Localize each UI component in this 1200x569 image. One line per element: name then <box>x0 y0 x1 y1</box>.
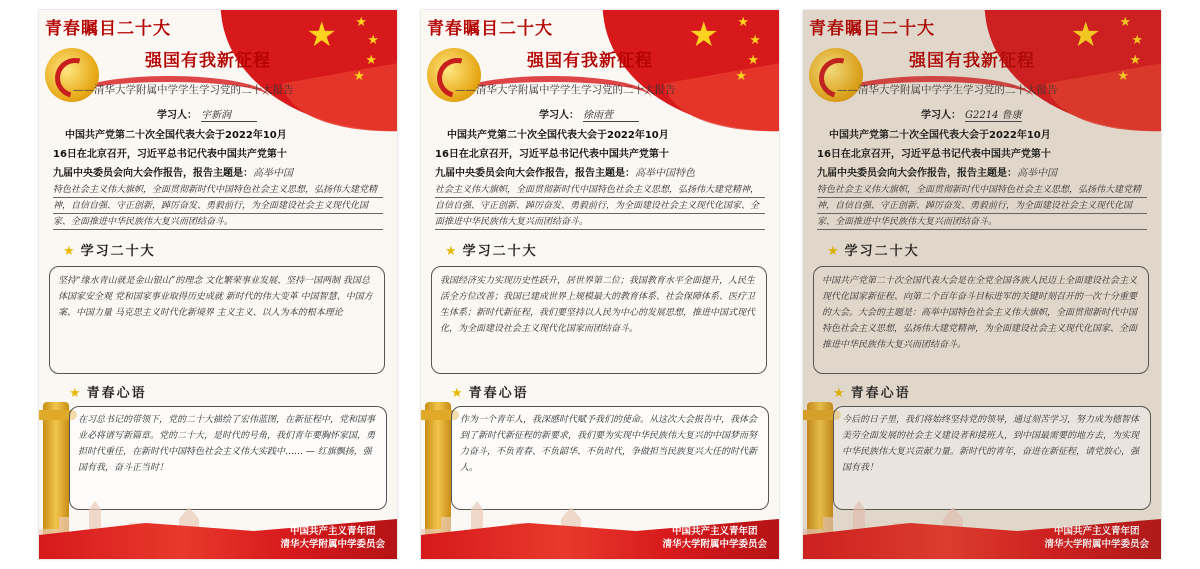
youth-notes-box: 在习总书记的带领下，党的二十大描绘了宏伟蓝图，在新征程中，党和国事业必将谱写新篇章。党的二十大，是时代的号角，我们青年要胸怀家国，勇担时代重任，在新时代中国特色社会主义伟大实践中…… — 红旗飘扬，强国有我，奋斗正当时！ <box>69 406 387 510</box>
star-icon: ★ <box>353 69 365 84</box>
youth-notes-box: 今后的日子里，我们将始终坚持党的领导，通过刻苦学习，努力成为德智体美劳全面发展的社会主义建设者和接班人，到中国最需要的地方去，为实现中华民族伟大复兴贡献力量。新时代的青年，奋进在新征程，请党放心，强国有我！ <box>833 406 1151 510</box>
poster-sheet <box>39 10 397 559</box>
study-heading: ★ 学习二十大 <box>827 244 920 259</box>
star-icon: ★ <box>451 386 465 401</box>
star-icon: ★ <box>735 69 747 84</box>
poster-title-line1: 青春瞩目二十大 <box>45 19 171 39</box>
star-icon: ★ <box>1131 33 1143 48</box>
report-theme-handwriting: 社会主义伟大旗帜，全面贯彻新时代中国特色社会主义思想，弘扬伟大建党精神，自信自强、守正创新、踔厉奋发、勇毅前行，为全面建设社会主义现代化国家、全面推进中华民族伟大复兴而团结奋斗。 <box>435 182 765 230</box>
intro-line: 九届中央委员会向大会作报告，报告主题是： <box>435 168 635 179</box>
star-icon: ★ <box>1129 53 1141 68</box>
star-icon: ★ <box>1119 15 1131 30</box>
poster-title-line2: 强国有我新征程 <box>527 51 653 71</box>
theme-handwriting: 高举中国 <box>253 168 293 179</box>
star-icon: ★ <box>827 244 841 259</box>
learner-label: 学习人： <box>157 110 197 121</box>
intro-line: 九届中央委员会向大会作报告，报告主题是： <box>53 168 253 179</box>
poster-sheet <box>803 10 1161 559</box>
star-icon: ★ <box>355 15 367 30</box>
star-icon: ★ <box>69 386 83 401</box>
star-icon: ★ <box>365 53 377 68</box>
learner-row <box>921 106 1022 122</box>
organization-footer: 中国共产主义青年团 清华大学附属中学委员会 <box>280 526 385 550</box>
study-heading: ★ 学习二十大 <box>445 244 538 259</box>
study-notes-box: 坚持“缘水青山就是金山银山”的理念 文化繁荣事业发展、坚持一国两制 我国总体国家安全观 党和国家事业取得历史成就 新时代的伟大变革 中国智慧、中国方案、中国力量 马克思主义时代化新境界 主义主义、以人为本的根本理论 <box>49 266 385 374</box>
learner-name: 徐雨萱 <box>583 106 639 122</box>
star-icon: ★ <box>1117 69 1129 84</box>
study-heading: ★ 学习二十大 <box>63 244 156 259</box>
star-icon: ★ <box>306 15 337 55</box>
learner-row <box>539 106 639 122</box>
star-icon: ★ <box>749 33 761 48</box>
poster-title-line1: 青春瞩目二十大 <box>427 19 553 39</box>
intro-line: 中国共产党第二十次全国代表大会于2022年10月 <box>829 130 1051 141</box>
learner-row <box>157 106 257 122</box>
intro-line: 中国共产党第二十次全国代表大会于2022年10月 <box>65 130 287 141</box>
poster-subtitle: ——清华大学附属中学学生学习党的二十大报告 <box>73 84 294 96</box>
intro-line: 16日在北京召开，习近平总书记代表中国共产党第十 <box>435 149 669 160</box>
star-icon: ★ <box>367 33 379 48</box>
learner-name: G2214 鲁康 <box>965 106 1022 122</box>
intro-text <box>435 126 765 183</box>
study-notes-box: 中国共产党第二十次全国代表大会是在全党全国各族人民迈上全面建设社会主义现代化国家新征程、向第二个百年奋斗目标进军的关键时刻召开的一次十分重要的大会。大会的主题是：高举中国特色社会主义伟大旗帜，全面贯彻新时代中国特色社会主义思想，弘扬伟大建党精神，为全面建设社会主义现代化国家、全面推进中华民族伟大复兴而团结奋斗。 <box>813 266 1149 374</box>
poster-title-line2: 强国有我新征程 <box>909 51 1035 71</box>
learner-label: 学习人： <box>921 110 961 121</box>
intro-line: 16日在北京召开，习近平总书记代表中国共产党第十 <box>53 149 287 160</box>
star-icon: ★ <box>833 386 847 401</box>
youth-heading: ★ 青春心语 <box>451 386 529 401</box>
star-icon: ★ <box>688 15 719 55</box>
star-icon: ★ <box>737 15 749 30</box>
intro-text <box>53 126 383 183</box>
theme-handwriting: 高举中国 <box>1017 168 1057 179</box>
youth-heading: ★ 青春心语 <box>833 386 911 401</box>
poster-title-line2: 强国有我新征程 <box>145 51 271 71</box>
learner-label: 学习人： <box>539 110 579 121</box>
star-icon: ★ <box>63 244 77 259</box>
poster-subtitle: ——清华大学附属中学学生学习党的二十大报告 <box>837 84 1058 96</box>
organization-footer: 中国共产主义青年团 清华大学附属中学委员会 <box>662 526 767 550</box>
learner-name: 宇新润 <box>201 106 257 122</box>
report-theme-handwriting: 特色社会主义伟大旗帜，全面贯彻新时代中国特色社会主义思想，弘扬伟大建党精神，自信自强、守正创新，踔厉奋发、勇毅前行，为全面建设社会主义现代化国家、全面推进中华民族伟大复兴而团结奋斗。 <box>53 182 383 230</box>
intro-line: 九届中央委员会向大会作报告，报告主题是： <box>817 168 1017 179</box>
intro-line: 中国共产党第二十次全国代表大会于2022年10月 <box>447 130 669 141</box>
youth-notes-box: 作为一个青年人，我深感时代赋予我们的使命。从这次大会报告中，我体会到了新时代新征程的新要求，我们要为实现中华民族伟大复兴的中国梦而努力奋斗，不负青春、不负韶华、不负时代，争做担当民族复兴大任的时代新人。 <box>451 406 769 510</box>
poster-title-line1: 青春瞩目二十大 <box>809 19 935 39</box>
intro-text <box>817 126 1147 183</box>
study-notes-box: 我国经济实力实现历史性跃升，居世界第二位；我国教育水平全面提升，人民生活全方位改善；我国已建成世界上规模最大的教育体系、社会保障体系、医疗卫生体系；新时代新征程，我们要坚持以人民为中心的发展思想，推进中国式现代化，为全面建设社会主义现代化国家而团结奋斗。 <box>431 266 767 374</box>
star-icon: ★ <box>747 53 759 68</box>
youth-heading: ★ 青春心语 <box>69 386 147 401</box>
poster-subtitle: ——清华大学附属中学学生学习党的二十大报告 <box>455 84 676 96</box>
theme-handwriting: 高举中国特色 <box>635 168 695 179</box>
organization-footer: 中国共产主义青年团 清华大学附属中学委员会 <box>1044 526 1149 550</box>
star-icon: ★ <box>1070 15 1101 55</box>
report-theme-handwriting: 特色社会主义伟大旗帜，全面贯彻新时代中国特色社会主义思想，弘扬伟大建党精神，自信自强、守正创新、踔厉奋发、勇毅前行，为全面建设社会主义现代化国家、全面推进中华民族伟大复兴而团结奋斗。 <box>817 182 1147 230</box>
poster-sheet <box>421 10 779 559</box>
star-icon: ★ <box>445 244 459 259</box>
intro-line: 16日在北京召开，习近平总书记代表中国共产党第十 <box>817 149 1051 160</box>
